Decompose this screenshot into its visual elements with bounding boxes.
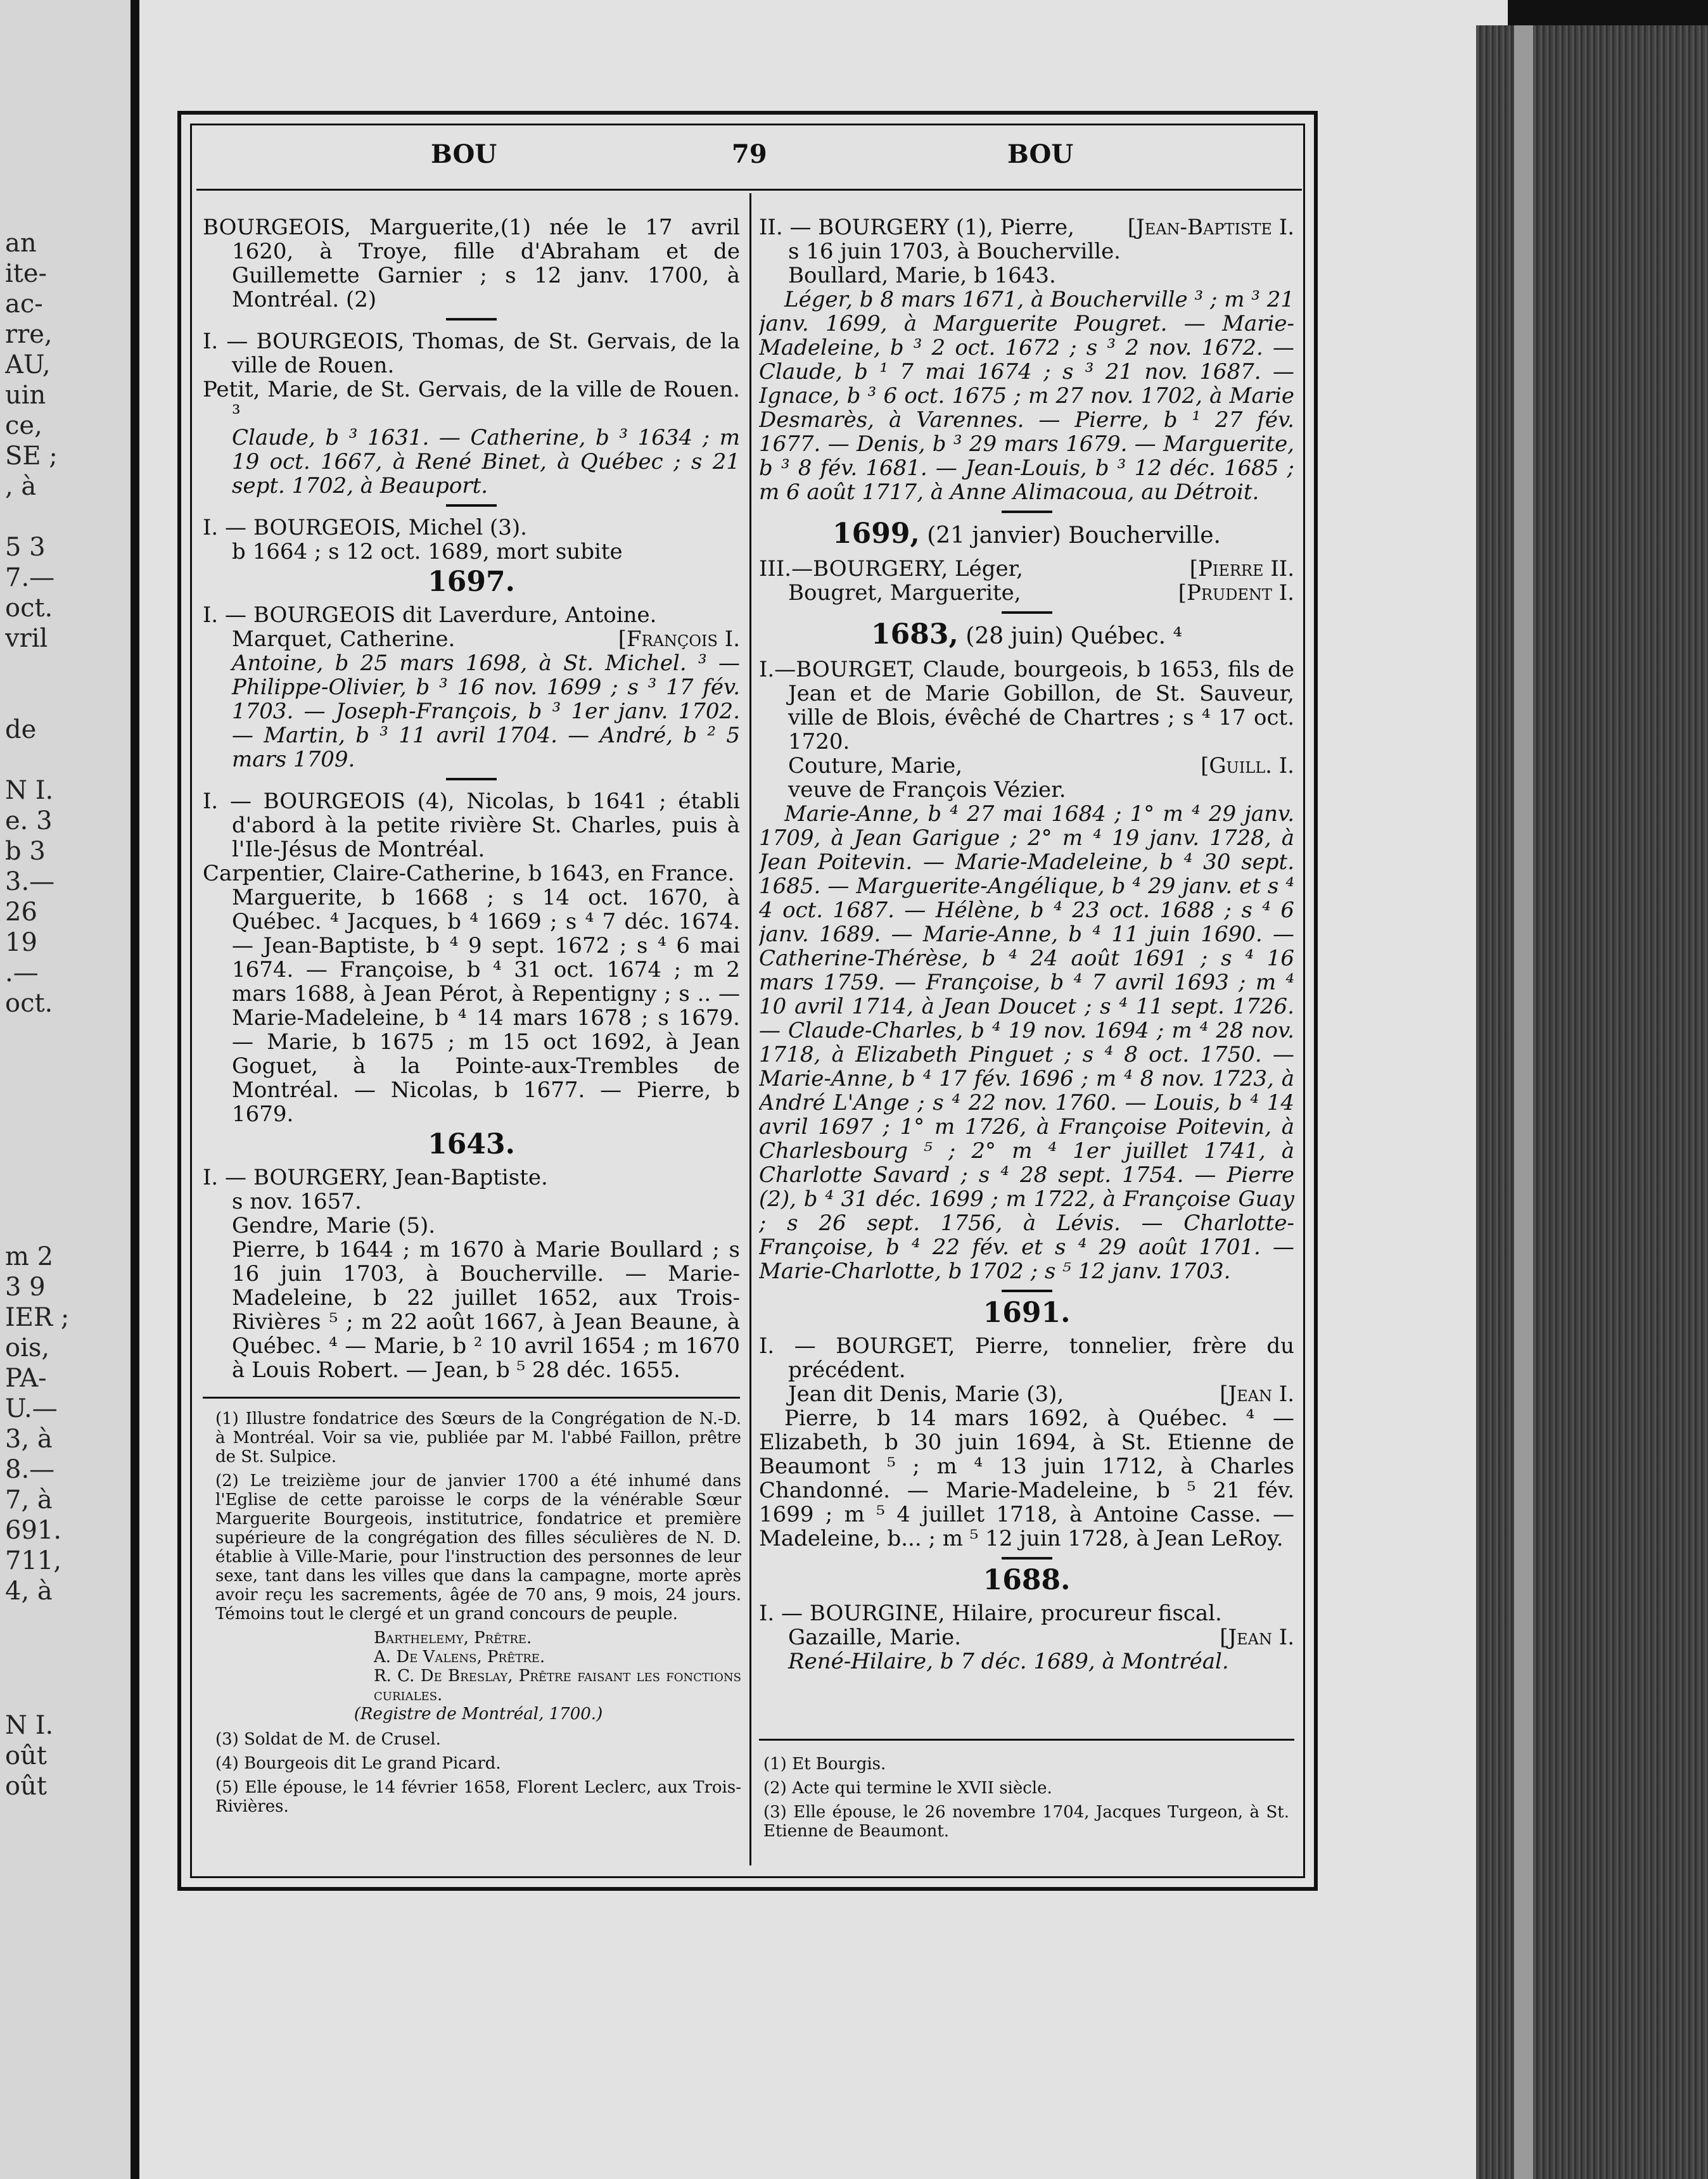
- spouse-line: Couture, Marie,: [788, 753, 963, 778]
- parent-tag: [François I.: [618, 626, 740, 652]
- entry-bourgeois-nicolas: I. — BOURGEOIS (4), Nicolas, b 1641 ; établi d'abord à la petite rivière St. Charles, puis à l'Ile-Jésus de Montréal.: [203, 789, 740, 862]
- entry-sub: s 16 juin 1703, à Boucherville.: [788, 239, 1121, 264]
- footnote-2: (2) Acte qui termine le XVII siècle.: [763, 1779, 1052, 1798]
- year-heading: 1643.: [428, 1128, 515, 1160]
- children-line: Pierre, b 14 mars 1692, à Québec. ⁴ — Elizabeth, b 30 juin 1694, à St. Etienne de Beaumont ⁵ ; m ⁴ 13 juin 1712, à Charles Chandonné. — Marie-Madeleine, b ⁵ 21 fév. 1699 ; m ⁵ 4 juillet 1718, à Antoine Casse. — Madeleine, b... ; m ⁵ 12 juin 1728, à Jean LeRoy.: [759, 1406, 1294, 1551]
- footnote-4: (4) Bourgeois dit Le grand Picard.: [215, 1754, 501, 1773]
- year-heading: 1697.: [428, 566, 515, 598]
- left-footnotes: [215, 1409, 741, 1865]
- footnote-3: (3) Soldat de M. de Crusel.: [215, 1730, 441, 1749]
- separator: [446, 504, 497, 507]
- spouse-detail: veuve de François Vézier.: [788, 777, 1066, 803]
- children-line: Léger, b 8 mars 1671, à Boucherville ³ ; m ³ 21 janv. 1699, à Marguerite Pougret. — Marie-Madeleine, b ³ 2 oct. 1672 ; s ³ 2 nov. 1672. — Claude, b ¹ 7 mai 1674 ; s ³ 21 nov. 1687. — Ignace, b ³ 6 oct. 1675 ; m 27 nov. 1702, à Marie Desmarès, à Varennes. — Pierre, b ¹ 27 fév. 1677. — Denis, b ³ 29 mars 1679. — Marguerite, b ³ 8 fév. 1681. — Jean-Louis, b ³ 12 déc. 1685 ; m 6 août 1717, à Anne Alimacoua, au Détroit.: [759, 287, 1294, 505]
- footnote-3: (3) Elle épouse, le 26 novembre 1704, Jacques Turgeon, à St. Etienne de Beaumont.: [763, 1803, 1289, 1841]
- footnote-2: (2) Le treizième jour de janvier 1700 a été inhumé dans l'Eglise de cette paroisse le corps de la vénérable Sœur Marguerite Bourgeois, institutrice, fondatrice et première supérieure de la congrégation des filles séculières de N. D. établie à Ville-Marie, pour l'instruction des personnes de leur sexe, tant dans les villes que dans la campagne, morte après avoir reçu les sacrements, âgée de 70 ans, 9 mois, 24 jours. Témoins tout le clergé et un grand concours de peuple.: [215, 1471, 741, 1623]
- footnote-rule-right: [759, 1739, 1294, 1741]
- year-heading: 1691.: [983, 1297, 1071, 1329]
- header-left-word: BOU: [431, 139, 497, 169]
- children-line: Antoine, b 25 mars 1698, à St. Michel. ³ — Philippe-Olivier, b ³ 16 nov. 1699 ; s ³ 17 fév. 1703. — Joseph-François, b ³ 1er janv. 1702. — Martin, b ³ 11 avril 1704. — André, b ² 5 mars 1709.: [232, 651, 740, 772]
- children-line: Marguerite, b 1668 ; s 14 oct. 1670, à Québec. ⁴ Jacques, b ⁴ 1669 ; s ⁴ 7 déc. 1674. — Jean-Baptiste, b ⁴ 9 sept. 1672 ; s ⁴ 6 mai 1674. — Françoise, b ⁴ 31 oct. 1674 ; m 2 mars 1688, à Jean Pérot, à Repentigny ; s .. — Marie-Madeleine, b ⁴ 14 mars 1678 ; s 1679. — Marie, b 1675 ; m 15 oct 1692, à Jean Goguet, à la Pointe-aux-Trembles de Montréal. — Nicolas, b 1677. — Pierre, b 1679.: [232, 885, 740, 1127]
- children-line: René-Hilaire, b 7 déc. 1689, à Montréal.: [788, 1649, 1229, 1674]
- previous-page-fragments-top: an ite- ac- rre, AU, uin ce, SE ; , à 5 3 7.— oct. vril de N I. e. 3 b 3 3.— 26 19 .— oct.: [5, 229, 58, 1018]
- page-gutter: [131, 0, 139, 2179]
- right-footnotes: [763, 1755, 1289, 1862]
- parent-tag: [Guill. I.: [1201, 753, 1294, 778]
- year-place: (28 juin) Québec. ⁴: [966, 623, 1182, 649]
- previous-page-fragments-middle: m 2 3 9 IER ; ois, PA- U.— 3, à 8.— 7, à 691. 711, 4, à: [5, 1242, 70, 1606]
- entry-bourgeois-michel: I. — BOURGEOIS, Michel (3).: [203, 515, 527, 540]
- signature: Barthelemy, Prêtre.: [374, 1629, 532, 1648]
- separator: [1002, 511, 1052, 513]
- year-number: 1683,: [871, 618, 959, 651]
- column-divider: [749, 193, 751, 1865]
- header-right-word: BOU: [1007, 139, 1074, 169]
- separator: [1002, 611, 1052, 614]
- parent-tag: [Pierre II.: [1189, 556, 1294, 581]
- spouse-line: Bougret, Marguerite,: [788, 580, 1021, 606]
- footnote-5: (5) Elle épouse, le 14 février 1658, Florent Leclerc, aux Trois-Rivières.: [215, 1778, 741, 1816]
- children-line: Marie-Anne, b ⁴ 27 mai 1684 ; 1° m ⁴ 29 janv. 1709, à Jean Garigue ; 2° m ⁴ 19 janv. 1728, à Jean Poitevin. — Marie-Madeleine, b ⁴ 30 sept. 1685. — Marguerite-Angélique, b ⁴ 29 janv. et s ⁴ 4 oct. 1687. — Hélène, b ⁴ 23 oct. 1688 ; s ⁴ 6 janv. 1689. — Marie-Anne, b ⁴ 11 juin 1690. — Catherine-Thérèse, b ⁴ 24 août 1691 ; s ⁴ 16 mars 1759. — Françoise, b ⁴ 7 avril 1693 ; m ⁴ 10 avril 1714, à Jean Doucet ; s ⁴ 11 sept. 1726. — Claude-Charles, b ⁴ 19 nov. 1694 ; m ⁴ 28 nov. 1718, à Elizabeth Pinguet ; s ⁴ 8 oct. 1750. — Marie-Anne, b ⁴ 17 fév. 1696 ; m ⁴ 8 nov. 1723, à André L'Ange ; s ⁴ 22 nov. 1760. — Louis, b ⁴ 14 avril 1697 ; 1° m 1726, à Françoise Poitevin, à Charlesbourg ⁵ ; 2° m ⁴ 1er juillet 1741, à Charlotte Savard ; s ⁴ 28 sept. 1754. — Pierre (2), b ⁴ 31 déc. 1699 ; m 1722, à Françoise Guay ; s 26 sept. 1756, à Lévis. — Charlotte-Françoise, b ⁴ 22 fév. et s ⁴ 29 août 1701. — Marie-Charlotte, b 1702 ; s ⁵ 12 janv. 1703.: [759, 801, 1294, 1284]
- previous-page-edge: [0, 0, 139, 2179]
- footnote-1: (1) Et Bourgis.: [763, 1755, 886, 1774]
- page-number: 79: [732, 139, 767, 169]
- signature: A. De Valens, Prêtre.: [374, 1648, 545, 1667]
- year-heading: 1688.: [983, 1564, 1071, 1596]
- left-column: [203, 215, 740, 1387]
- entry-bourget-pierre: I. — BOURGET, Pierre, tonnelier, frère du précédent.: [759, 1333, 1294, 1383]
- entry-bourgeois-thomas: I. — BOURGEOIS, Thomas, de St. Gervais, de la ville de Rouen.: [203, 329, 740, 378]
- parent-tag: [Jean I.: [1220, 1382, 1294, 1407]
- entry-bourgeois-marguerite: BOURGEOIS, Marguerite,(1) née le 17 avril 1620, à Troye, fille d'Abraham et de Guillemette Garnier ; s 12 janv. 1700, à Montréal. (2): [203, 215, 740, 312]
- entry-bourget-claude: I.—BOURGET, Claude, bourgeois, b 1653, fils de Jean et de Marie Gobillon, de St. Sauveur, ville de Blois, évêché de Chartres ; s ⁴ 17 oct. 1720.: [759, 657, 1294, 754]
- header-rule: [196, 189, 1302, 191]
- footnote-rule-left: [203, 1397, 740, 1399]
- entry-bourgery-jean-baptiste: I. — BOURGERY, Jean-Baptiste.: [203, 1165, 548, 1190]
- year-number: 1699,: [832, 518, 920, 550]
- previous-page-fragments-bottom: N I. oût oût: [5, 1711, 54, 1801]
- spouse-line: Gendre, Marie (5).: [232, 1213, 436, 1238]
- separator: [1002, 1290, 1052, 1292]
- entry-bourgery-pierre: II. — BOURGERY (1), Pierre,: [759, 215, 1074, 240]
- spouse-line: Carpentier, Claire-Catherine, b 1643, en France.: [203, 861, 735, 886]
- separator: [1002, 1557, 1052, 1560]
- spouse-line: Marquet, Catherine.: [232, 626, 456, 652]
- page-header: [190, 139, 1305, 184]
- right-column: [759, 215, 1294, 1732]
- footnote-1: (1) Illustre fondatrice des Sœurs de la Congrégation de N.-D. à Montréal. Voir sa vie, publiée par M. l'abbé Faillon, prêtre de St. Sulpice.: [215, 1409, 741, 1466]
- entry-bourgery-leger: III.—BOURGERY, Léger,: [759, 556, 1023, 581]
- spouse-line: Petit, Marie, de St. Gervais, de la ville de Rouen. ³: [203, 377, 740, 426]
- spouse-line: Jean dit Denis, Marie (3),: [788, 1382, 1064, 1407]
- register-citation: (Registre de Montréal, 1700.): [354, 1705, 603, 1724]
- signature: R. C. De Breslay, Prêtre faisant les fonctions curiales.: [374, 1667, 741, 1705]
- entry-sub: s nov. 1657.: [232, 1189, 362, 1214]
- separator: [446, 778, 497, 780]
- parent-tag: [Prudent I.: [1178, 580, 1294, 606]
- separator: [446, 318, 497, 321]
- spouse-line: Boullard, Marie, b 1643.: [788, 263, 1056, 288]
- entry-bourgine-hilaire: I. — BOURGINE, Hilaire, procureur fiscal.: [759, 1601, 1222, 1626]
- year-place: (21 janvier) Boucherville.: [927, 523, 1221, 549]
- spouse-line: Gazaille, Marie.: [788, 1625, 962, 1650]
- children-line: Pierre, b 1644 ; m 1670 à Marie Boullard ; s 16 juin 1703, à Boucherville. — Marie-Madeleine, b 22 juillet 1652, aux Trois-Rivières ⁵ ; m 22 août 1667, à Jean Beaune, à Québec. ⁴ — Marie, b ² 10 avril 1654 ; m 1670 à Louis Robert. — Jean, b ⁵ 28 déc. 1655.: [232, 1237, 740, 1383]
- parent-tag: [Jean-Baptiste I.: [1127, 215, 1294, 240]
- book-spine: [1476, 25, 1708, 2179]
- children-line: Claude, b ³ 1631. — Catherine, b ³ 1634 ; m 19 oct. 1667, à René Binet, à Québec ; s 21 sept. 1702, à Beauport.: [232, 425, 740, 499]
- entry-bourgeois-antoine: I. — BOURGEOIS dit Laverdure, Antoine.: [203, 602, 657, 628]
- entry-body: b 1664 ; s 12 oct. 1689, mort subite: [232, 539, 623, 564]
- parent-tag: [Jean I.: [1220, 1625, 1294, 1650]
